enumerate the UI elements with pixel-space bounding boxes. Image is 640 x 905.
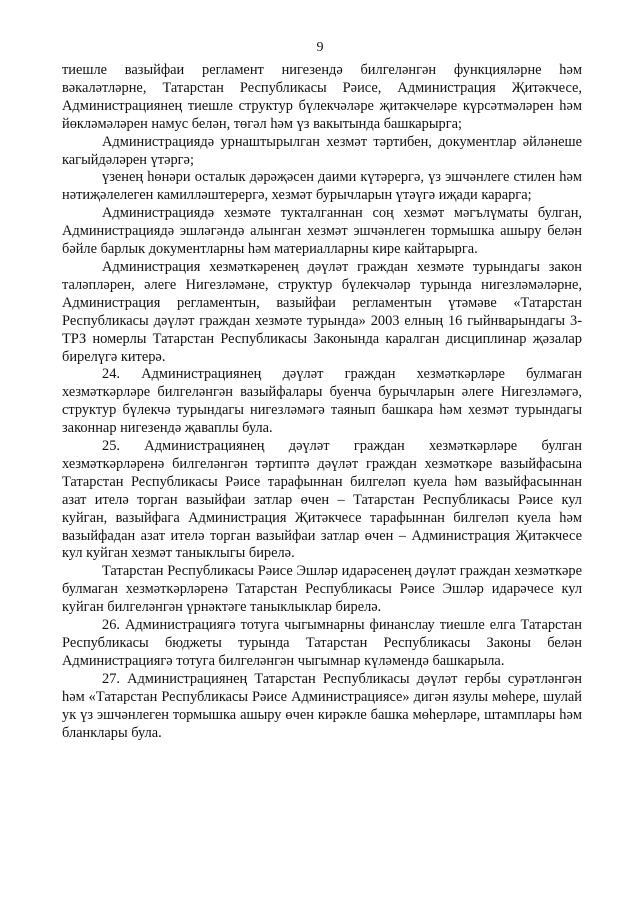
paragraph-disciplinary-liability: Администрация хезмәткәренең дәүләт граждан хезмәте турындагы закон таләпләрен, әлеге Нигезләмәне, структур бүлекчәләр турында нигезләмәләрне, Администрация регламентын, вазыйфаи регламентын үтәмәве «Татарстан Республикасы дәүләт граждан хезмәте турында» 2003 елның 16 гыйнварындагы 3-ТРЗ номерлы Татарстан Республикасы Законында каралган дисциплинар җәзалар бирелүгә китерә. <box>62 258 582 365</box>
paragraph-continuation-duties: тиешле вазыйфаи регламент нигезендә билгеләнгән функцияләрне һәм вәкаләтләрне, Татарстан Республикасы Рәисе, Администрация Җитәкчесе, Администрациянең тиешле структур бүлекчәләре җитәкчеләре күрсәтмәләрен һәм йөкләмәләрен намус белән, төгәл һәм үз вакытында башкарырга; <box>62 62 582 132</box>
page-number: 9 <box>316 40 324 55</box>
paragraph-professional-growth: үзенең һөнәри осталык дәрәҗәсен даими күтәрергә, үз эшчәнлеге стилен һәм нәтиҗәлелеген камилләштерергә, хезмәт бурычларын үтәүгә иҗади карарга; <box>62 169 582 204</box>
paragraph-affairs-office-certificates: Татарстан Республикасы Рәисе Эшләр идарәсенең дәүләт граждан хезмәткәре булмаган хезмәткәрләренә Татарстан Республикасы Рәисе Эшләр идарәчесе кул куйган билгеләнгән үрнәктәге таныклыклар бирелә. <box>62 563 582 616</box>
paragraph-25-service-certificates: 25. Администрациянең дәүләт граждан хезмәткәрләре булган хезмәткәрләренә билгеләнгән тәртиптә дәүләт граждан хезмәткәре вазыйфасына Татарстан Республикасы Рәисе тарафыннан билгеләп куела һәм вазыйфасыннан азат ителә торган вазыйфаи затлар өчен – Татарстан Республикасы Рәисе кул куйган, вазыйфага Администрация Җитәкчесе тарафыннан билгеләп куела һәм вазыйфадан азат ителә торган вазыйфаи затлар өчен – Администрация Җитәкчесе кул куйган хезмәт таныклыгы бирелә. <box>62 438 582 562</box>
paragraph-26-financing: 26. Администрациягә тотуга чыгымнарны финанслау тиешле елга Татарстан Республикасы бюджеты турында Татарстан Республикасы Законы белән Администрациягә тотуга билгеләнгән чыгымнар күләмендә башкарыла. <box>62 617 582 669</box>
paragraph-27-seal-and-forms: 27. Администрациянең Татарстан Республикасы дәүләт гербы сурәтләнгән һәм «Татарстан Республикасы Рәисе Администрациясе» дигән язулы мөһере, шулай ук үз эшчәнлеген тормышка ашыру өчен кирәкле башка мөһерләре, штамплары һәм бланклары була. <box>62 670 582 741</box>
paragraph-24-non-civil-staff: 24. Администрациянең дәүләт граждан хезмәткәрләре булмаган хезмәткәрләре билгеләнгән вазыйфалары буенча бурычларын әлеге Нигезләмәгә, структур бүлекчә турындагы нигезләмәгә таянып башкара һәм хезмәт турындагы законнар нигезендә җаваплы була. <box>62 366 582 437</box>
document-body <box>62 62 582 742</box>
paragraph-return-documents: Администрациядә хезмәте тукталганнан соң хезмәт мәгълүматы булган, Администрациядә эшләгәндә алынган хезмәт эшчәнлеген тормышка ашыру белән бәйле барлык документларны һәм материалларны кире кайтарырга. <box>62 205 582 258</box>
paragraph-workflow-rules: Администрациядә урнаштырылган хезмәт тәртибен, документлар әйләнеше кагыйдәләрен үтәргә; <box>62 133 582 168</box>
